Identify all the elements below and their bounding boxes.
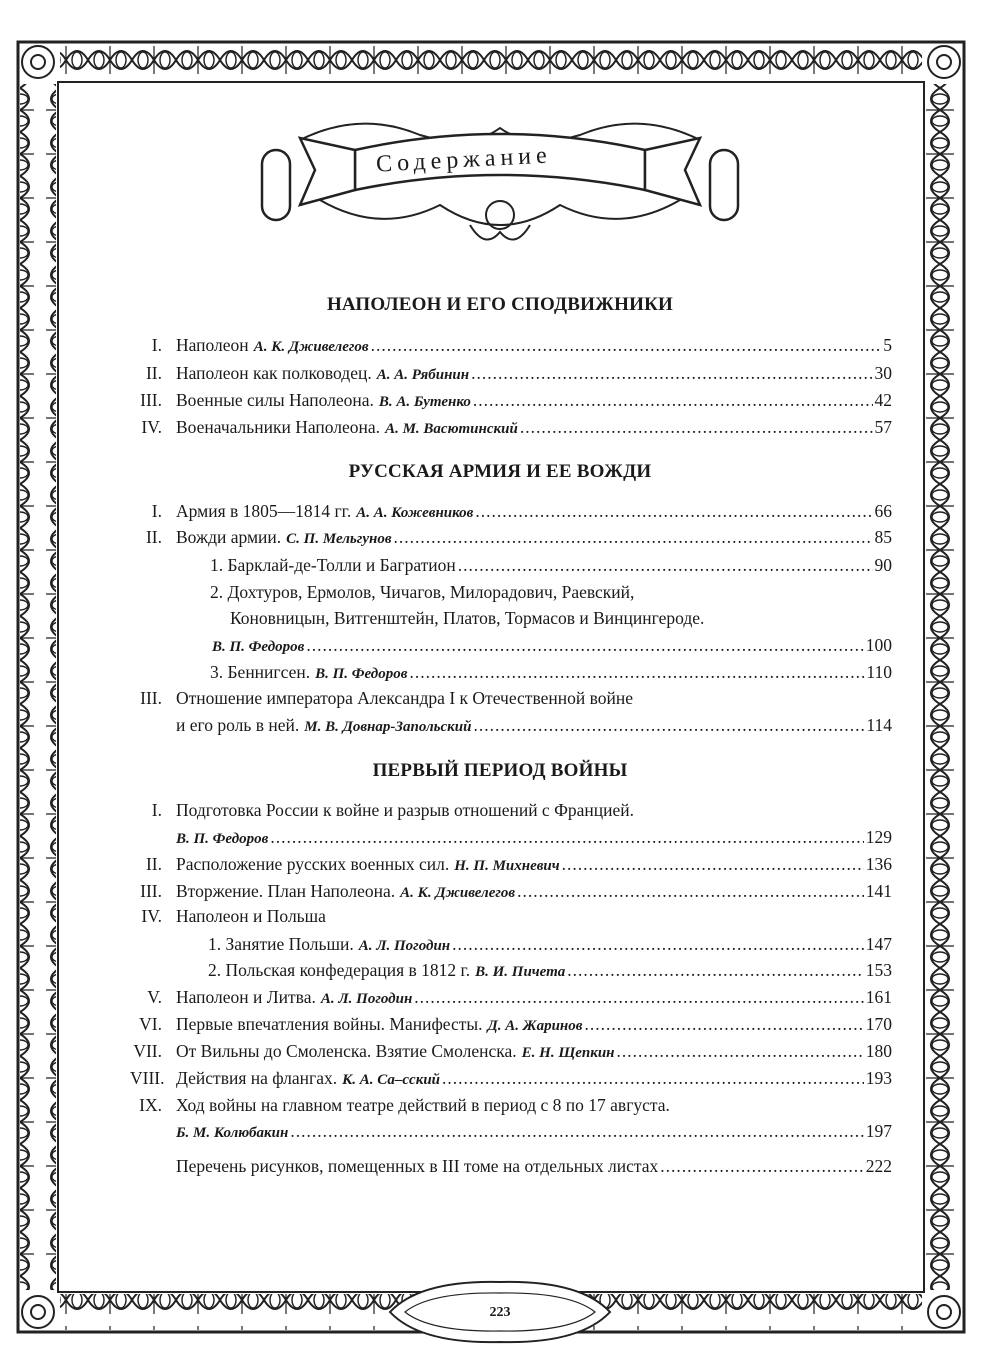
entry-author: М. В. Довнар-Запольский [304,719,472,735]
toc-entry[interactable] [130,879,892,903]
entry-page: 197 [865,1121,892,1141]
entry-number: II. [145,854,162,874]
entry-author: В. П. Федоров [176,831,269,847]
dot-leader [562,852,864,876]
entry-author: А. А. Кожевников [356,505,474,521]
toc-entry[interactable] [162,553,892,577]
entry-page: 57 [874,417,892,437]
entry-page: 129 [865,827,892,847]
dot-leader [475,499,872,523]
toc-entry[interactable] [130,525,892,549]
entry-author: К. А. Са–сский [342,1072,440,1088]
entry-title: 2. Польская конфедерация в 1812 г. [208,960,471,980]
entry-title: Отношение императора Александра I к Отечественной войне [176,688,633,708]
entry-number: VIII. [130,1068,165,1088]
entry-number: II. [145,363,162,383]
entry-title: 2. Дохтуров, Ермолов, Чичагов, Милорадович, Раевский, [210,582,635,602]
toc-entry[interactable] [162,958,892,982]
contents-title: Содержание [375,142,553,178]
entry-number: I. [151,501,162,521]
entry-title: 1. Занятие Польши. [208,934,354,954]
entry-page: 153 [865,960,892,980]
entry-page: 170 [865,1014,892,1034]
entry-author: А. М. Васютинский [385,421,518,437]
dot-leader [567,958,863,982]
toc-entry[interactable] [162,660,892,684]
entry-title: Наполеон как полководец. [176,363,372,383]
entry-number: III. [140,688,162,708]
toc-entry[interactable] [130,985,892,1009]
toc-entry[interactable] [172,633,892,657]
entry-title: Подготовка России к войне и разрыв отношений с Францией. [176,800,635,820]
entry-title: 3. Беннигсен. [210,662,311,682]
section-title: РУССКАЯ АРМИЯ И ЕЕ ВОЖДИ [348,461,652,482]
toc-entry[interactable] [130,798,892,822]
entry-page: 136 [865,854,892,874]
entry-page: 193 [865,1068,892,1088]
entry-page: 180 [865,1041,892,1061]
dot-leader [660,1154,863,1178]
entry-page: 141 [865,881,892,901]
toc-entry[interactable] [130,415,892,439]
toc-entry[interactable] [130,499,892,523]
entry-title: От Вильны до Смоленска. Взятие Смоленска. [176,1041,517,1061]
dot-leader [520,415,873,439]
entry-page: 110 [866,662,892,682]
toc-entry[interactable] [130,361,892,385]
entry-author: В. П. Федоров [315,666,408,682]
toc-entry[interactable] [130,852,892,876]
toc-entry[interactable] [130,1119,892,1143]
entry-title: Военачальники Наполеона. [176,417,381,437]
dot-leader [584,1012,863,1036]
section-title: ПЕРВЫЙ ПЕРИОД ВОЙНЫ [372,760,628,781]
dot-leader [473,388,873,412]
entry-page: 222 [865,1156,892,1176]
entry-title: Вожди армии. [176,527,282,547]
dot-leader [442,1066,864,1090]
toc-entry[interactable] [130,1093,892,1117]
entry-title: Ход войны на главном театре действий в период с 8 по 17 августа. [176,1095,670,1115]
entry-page: 147 [865,934,892,954]
entry-author: В. П. Федоров [212,639,305,655]
toc-entry[interactable] [130,686,892,710]
dot-leader [394,525,873,549]
entry-title: Расположение русских военных сил. [176,854,450,874]
toc-entry[interactable] [130,333,892,357]
entry-author: А. К. Дживелегов [400,885,516,901]
entry-number: II. [145,527,162,547]
entry-number: III. [140,881,162,901]
entry-title: Армия в 1805—1814 гг. [176,501,352,521]
entry-title: и его роль в ней. [176,715,300,735]
entry-title: Первые впечатления войны. Манифесты. [176,1014,483,1034]
entry-title: Вторжение. План Наполеона. [176,881,396,901]
entry-number: I. [151,800,162,820]
entry-number: IX. [139,1095,162,1115]
entry-title: Военные силы Наполеона. [176,390,374,410]
entry-author: С. П. Мельгунов [286,531,392,547]
entry-title: 1. Барклай-де-Толли и Багратион [210,555,456,575]
toc-entry[interactable] [130,904,892,928]
entry-author: В. А. Бутенко [378,394,471,410]
toc-entry[interactable] [130,1012,892,1036]
entry-page: 66 [874,501,892,521]
toc-entry[interactable] [130,825,892,849]
dot-leader [371,333,882,357]
entry-number: VII. [133,1041,162,1061]
entry-number: V. [147,987,162,1007]
dot-leader [452,932,864,956]
entry-author: А. А. Рябинин [376,367,470,383]
entry-author: А. Л. Погодин [320,991,413,1007]
entry-title: Наполеон и Польша [176,906,326,926]
entry-page: 85 [874,527,892,547]
entry-page: 5 [883,335,892,355]
section-title: НАПОЛЕОН И ЕГО СПОДВИЖНИКИ [326,294,674,315]
entry-page: 114 [866,715,892,735]
toc-entry[interactable] [130,1039,892,1063]
page-number: 223 [489,1305,511,1320]
toc-entry[interactable] [130,1066,892,1090]
entry-author: В. И. Пичета [475,964,566,980]
entry-author: А. К. Дживелегов [253,339,369,355]
dot-leader [517,879,864,903]
dot-leader [414,985,863,1009]
entry-page: 90 [874,555,892,575]
entry-page: 161 [865,987,892,1007]
entry-author: Е. Н. Щепкин [521,1045,615,1061]
dot-leader [409,660,864,684]
dot-leader [617,1039,864,1063]
entry-author: А. Л. Погодин [358,938,451,954]
entry-author: Н. П. Михневич [454,858,560,874]
entry-number: IV. [141,417,162,437]
entry-author: Б. М. Колюбакин [176,1125,289,1141]
dot-leader [473,713,864,737]
entry-title: Наполеон и Литва. [176,987,316,1007]
dot-leader [290,1119,863,1143]
entry-number: III. [140,390,162,410]
toc-entry[interactable] [130,1154,892,1178]
entry-title: Наполеон [176,335,249,355]
dot-leader [306,633,863,657]
entry-number: IV. [141,906,162,926]
entry-number: VI. [139,1014,162,1034]
entry-page: 42 [874,390,892,410]
toc-entry[interactable] [162,932,892,956]
dot-leader [270,825,863,849]
dot-leader [458,553,873,577]
toc-entry[interactable] [130,388,892,412]
entry-page: 30 [874,363,892,383]
entry-number: I. [151,335,162,355]
entry-title: Коновницын, Витгенштейн, Платов, Тормасов и Винцингероде. [230,608,705,628]
entry-title: Перечень рисунков, помещенных в III томе на отдельных листах [176,1156,659,1176]
entry-page: 100 [865,635,892,655]
dot-leader [471,361,872,385]
toc-entry[interactable] [130,713,892,737]
entry-author: Д. А. Жаринов [487,1018,583,1034]
entry-title: Действия на флангах. [176,1068,338,1088]
